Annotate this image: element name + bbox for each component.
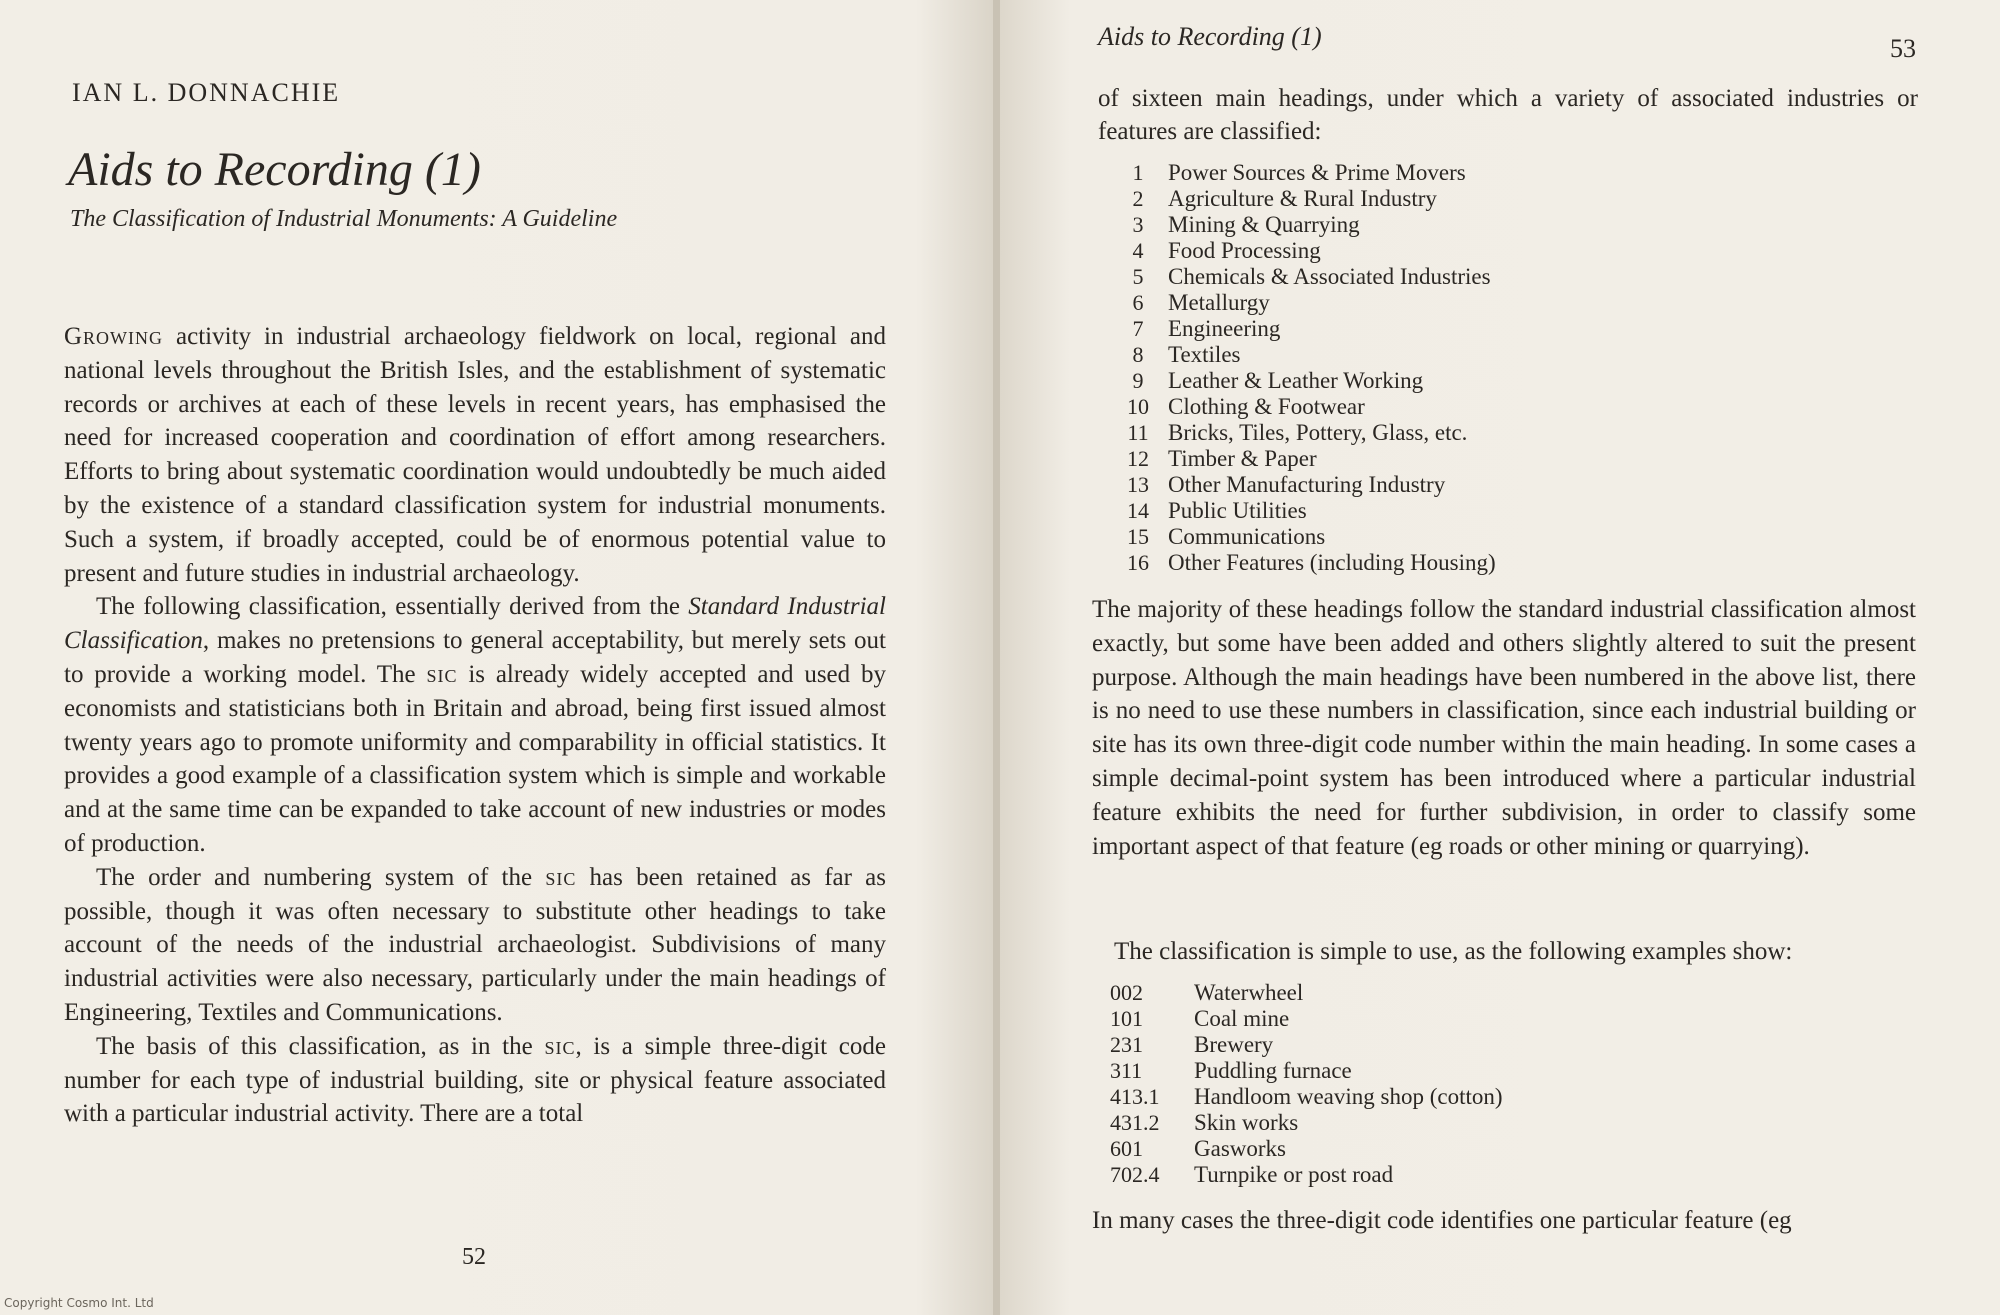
drop-lead-word: Growing bbox=[64, 323, 164, 350]
heading-label: Public Utilities bbox=[1168, 498, 1307, 523]
examples-intro-text: The classification is simple to use, as the following examples show: bbox=[1114, 938, 1793, 965]
heading-number: 13 bbox=[1127, 472, 1149, 497]
example-item bbox=[1110, 1162, 1503, 1188]
sic-abbrev: sic bbox=[426, 660, 458, 688]
paragraph-4 bbox=[64, 1030, 886, 1131]
left-body-text bbox=[64, 320, 886, 1131]
paragraph-2 bbox=[64, 590, 886, 860]
paragraph-3 bbox=[64, 861, 886, 1030]
heading-label: Mining & Quarrying bbox=[1168, 212, 1360, 237]
example-code: 231 bbox=[1110, 1032, 1143, 1057]
heading-number: 6 bbox=[1132, 290, 1144, 315]
heading-item bbox=[1108, 186, 1888, 212]
example-label: Waterwheel bbox=[1194, 980, 1304, 1005]
article-title: Aids to Recording (1) bbox=[68, 143, 481, 196]
paragraph-2-text-c: is already widely accepted and used by economists and statisticians both in Britain and abroad, being first issued almost twenty years ago to promote uniformity and comparability in official statistics. It provides a good example of a classification system which is simple and workable and at the same time can be expanded to take account of new industries or modes of production. bbox=[64, 660, 886, 857]
heading-label: Engineering bbox=[1168, 316, 1281, 341]
sic-abbrev: sic bbox=[545, 863, 577, 891]
paragraph-3-text-a: The order and numbering system of the bbox=[96, 863, 546, 891]
example-item bbox=[1110, 1006, 1503, 1032]
right-last-line-text: In many cases the three-digit code identifies one particular feature (eg bbox=[1092, 1207, 1792, 1234]
heading-item bbox=[1108, 368, 1888, 394]
heading-number: 8 bbox=[1132, 342, 1144, 367]
heading-item bbox=[1108, 238, 1888, 264]
heading-label: Agriculture & Rural Industry bbox=[1168, 186, 1437, 211]
example-code: 002 bbox=[1110, 980, 1143, 1005]
example-code: 311 bbox=[1110, 1058, 1143, 1083]
article-subtitle: The Classification of Industrial Monuments: A Guideline bbox=[70, 206, 618, 232]
heading-item bbox=[1108, 550, 1888, 576]
heading-label: Food Processing bbox=[1168, 238, 1321, 263]
page-number-right: 53 bbox=[1890, 34, 1916, 63]
heading-item bbox=[1108, 446, 1888, 472]
left-page bbox=[0, 0, 996, 1315]
paragraph-2-text-a: The following classification, essentially derived from the bbox=[96, 593, 689, 621]
example-item bbox=[1110, 980, 1503, 1006]
heading-number: 10 bbox=[1127, 394, 1149, 419]
paragraph-4-text-a: The basis of this classification, as in the bbox=[96, 1032, 545, 1060]
heading-label: Metallurgy bbox=[1168, 290, 1270, 315]
heading-number: 14 bbox=[1127, 498, 1149, 523]
heading-item bbox=[1108, 212, 1888, 238]
page-number-left: 52 bbox=[462, 1244, 486, 1270]
example-code: 101 bbox=[1110, 1006, 1143, 1031]
heading-label: Other Manufacturing Industry bbox=[1168, 472, 1446, 497]
heading-label: Communications bbox=[1168, 524, 1326, 549]
paragraph-1-text: activity in industrial archaeology fieldwork on local, regional and national levels throughout the British Isles, and the establishment of systematic records or archives at each of these levels in recent years, has emphasised the need for increased cooperation and coordination of effort among researchers. Efforts to bring about systematic coordination would undoubtedly be much aided by the existence of a standard classification system for industrial monuments. Such a system, if broadly accepted, could be of enormous potential value to present and future studies in industrial archaeology. bbox=[64, 323, 886, 587]
heading-item bbox=[1108, 290, 1888, 316]
copyright-watermark: Copyright Cosmo Int. Ltd bbox=[4, 1296, 154, 1310]
heading-item bbox=[1108, 420, 1888, 446]
example-label: Handloom weaving shop (cotton) bbox=[1194, 1084, 1503, 1109]
example-item bbox=[1110, 1032, 1503, 1058]
example-label: Skin works bbox=[1194, 1110, 1299, 1135]
heading-number: 16 bbox=[1127, 550, 1149, 575]
heading-number: 7 bbox=[1132, 316, 1144, 341]
example-label: Puddling furnace bbox=[1194, 1058, 1352, 1083]
author-name: IAN L. DONNACHIE bbox=[72, 78, 341, 107]
example-code: 601 bbox=[1110, 1136, 1143, 1161]
headings-intro-text: of sixteen main headings, under which a variety of associated industries or features are classified: bbox=[1098, 85, 1918, 145]
paragraph-2-italic: Standard Industrial Classification bbox=[64, 593, 886, 655]
example-item bbox=[1110, 1084, 1503, 1110]
heading-number: 12 bbox=[1127, 446, 1149, 471]
heading-label: Timber & Paper bbox=[1168, 446, 1317, 471]
heading-item bbox=[1108, 394, 1888, 420]
example-label: Brewery bbox=[1194, 1032, 1274, 1057]
paragraph-3-text-b: has been retained as far as possible, though it was often necessary to substitute other headings to take account of the needs of the industrial archaeologist. Subdivisions of many industrial activities were also necessary, particularly under the main headings of Engineering, Textiles and Communications. bbox=[64, 863, 887, 1026]
right-last-line bbox=[1092, 1204, 1916, 1238]
example-code: 413.1 bbox=[1110, 1084, 1160, 1109]
heading-number: 2 bbox=[1132, 186, 1144, 211]
heading-item bbox=[1108, 264, 1888, 290]
heading-number: 3 bbox=[1132, 212, 1144, 237]
heading-label: Leather & Leather Working bbox=[1168, 368, 1424, 393]
heading-item bbox=[1108, 524, 1888, 550]
headings-intro bbox=[1098, 82, 1918, 148]
heading-number: 1 bbox=[1132, 160, 1144, 185]
heading-item bbox=[1108, 342, 1888, 368]
heading-label: Clothing & Footwear bbox=[1168, 394, 1365, 419]
heading-item bbox=[1108, 472, 1888, 498]
heading-number: 9 bbox=[1132, 368, 1144, 393]
examples-list bbox=[1110, 980, 1503, 1188]
example-label: Coal mine bbox=[1194, 1006, 1290, 1031]
heading-number: 4 bbox=[1132, 238, 1144, 263]
running-head: Aids to Recording (1) bbox=[1098, 22, 1322, 51]
heading-item bbox=[1108, 160, 1888, 186]
right-body-text: The majority of these headings follow the standard industrial classification almost exactly, but some have been added and others slightly altered to suit the present purpose. Although the main headings have been numbered in the above list, there is no need to use these numbers in classification, since each industrial building or site has its own three-digit code number within the main heading. In some cases a simple decimal-point system has been introduced where a particular industrial feature exhibits the need for further subdivision, in order to classify some important aspect of that feature (eg roads or other mining or quarrying). bbox=[1092, 596, 1916, 860]
heading-item bbox=[1108, 498, 1888, 524]
heading-label: Chemicals & Associated Industries bbox=[1168, 264, 1491, 289]
heading-number: 5 bbox=[1132, 264, 1144, 289]
paragraph-1 bbox=[64, 320, 886, 590]
paragraph-2-text-b: , makes no pretensions to general acceptability, but merely sets out to provide a working model. The bbox=[64, 627, 886, 688]
heading-label: Power Sources & Prime Movers bbox=[1168, 160, 1466, 185]
example-item bbox=[1110, 1058, 1503, 1084]
sic-abbrev: sic bbox=[544, 1032, 576, 1060]
examples-intro bbox=[1092, 935, 1916, 969]
example-label: Gasworks bbox=[1194, 1136, 1286, 1161]
heading-label: Bricks, Tiles, Pottery, Glass, etc. bbox=[1168, 420, 1468, 445]
example-code: 431.2 bbox=[1110, 1110, 1160, 1135]
heading-label: Other Features (including Housing) bbox=[1168, 550, 1496, 575]
heading-number: 11 bbox=[1127, 420, 1149, 445]
example-code: 702.4 bbox=[1110, 1162, 1160, 1187]
paragraph-4-text-b: , is a simple three-digit code number for each type of industrial building, site or physical feature associated with a particular industrial activity. There are a total bbox=[64, 1032, 886, 1128]
example-item bbox=[1110, 1110, 1503, 1136]
right-body-paragraph bbox=[1092, 593, 1916, 863]
main-headings-list bbox=[1108, 160, 1888, 576]
heading-label: Textiles bbox=[1168, 342, 1241, 367]
example-label: Turnpike or post road bbox=[1194, 1162, 1394, 1187]
heading-item bbox=[1108, 316, 1888, 342]
heading-number: 15 bbox=[1127, 524, 1149, 549]
example-item bbox=[1110, 1136, 1503, 1162]
